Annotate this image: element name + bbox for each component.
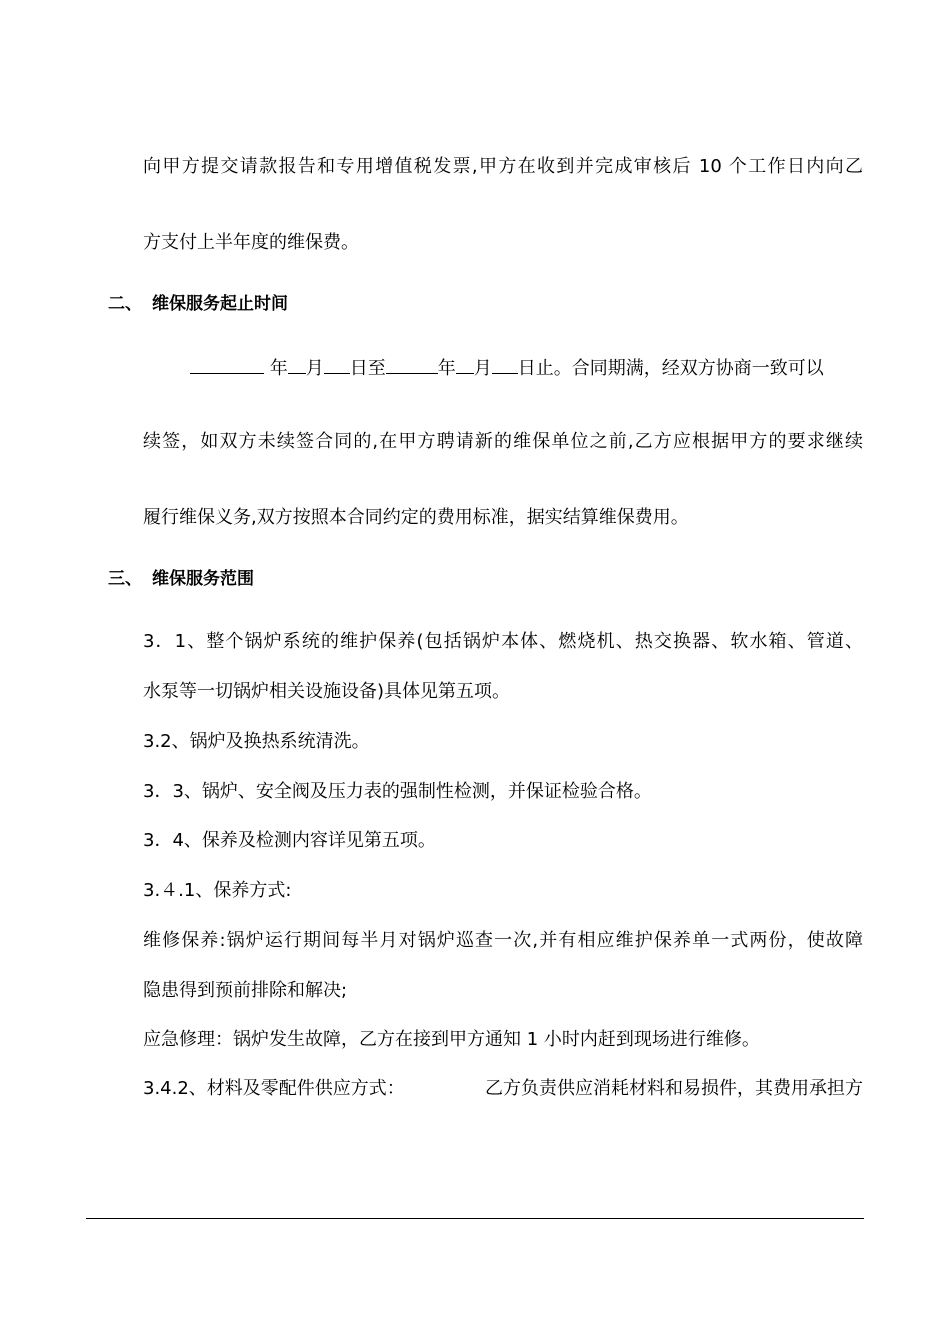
blank-field xyxy=(324,355,350,374)
paragraph-line: 履行维保义务,双方按照本合同约定的费用标准，据实结算维保费用。 xyxy=(143,507,689,528)
date-text: 年 xyxy=(269,358,288,379)
paragraph-line: 续签，如双方未续签合同的,在甲方聘请新的维保单位之前,乙方应根据甲方的要求继续 xyxy=(143,431,863,452)
section-number: 三、 xyxy=(108,569,142,589)
blank-field xyxy=(288,355,306,374)
paragraph-line: 向甲方提交请款报告和专用增值税发票,甲方在收到并完成审核后 10 个工作日内向乙 xyxy=(143,156,863,177)
list-item: 3．3、锅炉、安全阀及压力表的强制性检测，并保证检验合格。 xyxy=(143,781,652,802)
blank-field xyxy=(456,355,474,374)
list-item: 3．4、保养及检测内容详见第五项。 xyxy=(143,830,436,851)
date-text: 年 xyxy=(437,358,456,379)
footer-divider xyxy=(86,1218,864,1219)
list-item: 维修保养:锅炉运行期间每半月对锅炉巡查一次,并有相应维护保养单一式两份，使故障 xyxy=(143,930,863,951)
date-text: 日止。 xyxy=(517,358,572,379)
blank-field xyxy=(492,355,518,374)
list-item-left: 3.4.2、材料及零配件供应方式： xyxy=(143,1078,405,1099)
blank-field xyxy=(190,355,264,374)
section-number: 二、 xyxy=(108,294,142,314)
date-text: 月 xyxy=(305,358,324,379)
list-item: 水泵等一切锅炉相关设施设备)具体见第五项。 xyxy=(143,681,511,702)
date-text: 合同期满，经双方协商一致可以 xyxy=(571,358,824,379)
blank-field xyxy=(386,355,438,374)
list-item: 3.2、锅炉及换热系统清洗。 xyxy=(143,731,370,752)
list-item: 3．1、整个锅炉系统的维护保养(包括锅炉本体、燃烧机、热交换器、软水箱、管道、 xyxy=(143,631,863,652)
date-text: 日至 xyxy=(349,358,386,379)
date-line xyxy=(190,355,824,381)
section-title: 维保服务范围 xyxy=(152,569,254,589)
date-text: 月 xyxy=(473,358,492,379)
list-item: 应急修理：锅炉发生故障，乙方在接到甲方通知 1 小时内赶到现场进行维修。 xyxy=(143,1029,760,1050)
section-heading-3 xyxy=(108,567,254,591)
list-item: 3.４.1、保养方式: xyxy=(143,880,292,901)
list-item-right: 乙方负责供应消耗材料和易损件，其费用承担方 xyxy=(485,1078,863,1099)
section-title: 维保服务起止时间 xyxy=(152,294,288,314)
list-item: 隐患得到预前排除和解决; xyxy=(143,980,348,1001)
section-heading-2 xyxy=(108,292,288,316)
list-item xyxy=(143,1077,863,1101)
paragraph-line: 方支付上半年度的维保费。 xyxy=(143,232,359,253)
